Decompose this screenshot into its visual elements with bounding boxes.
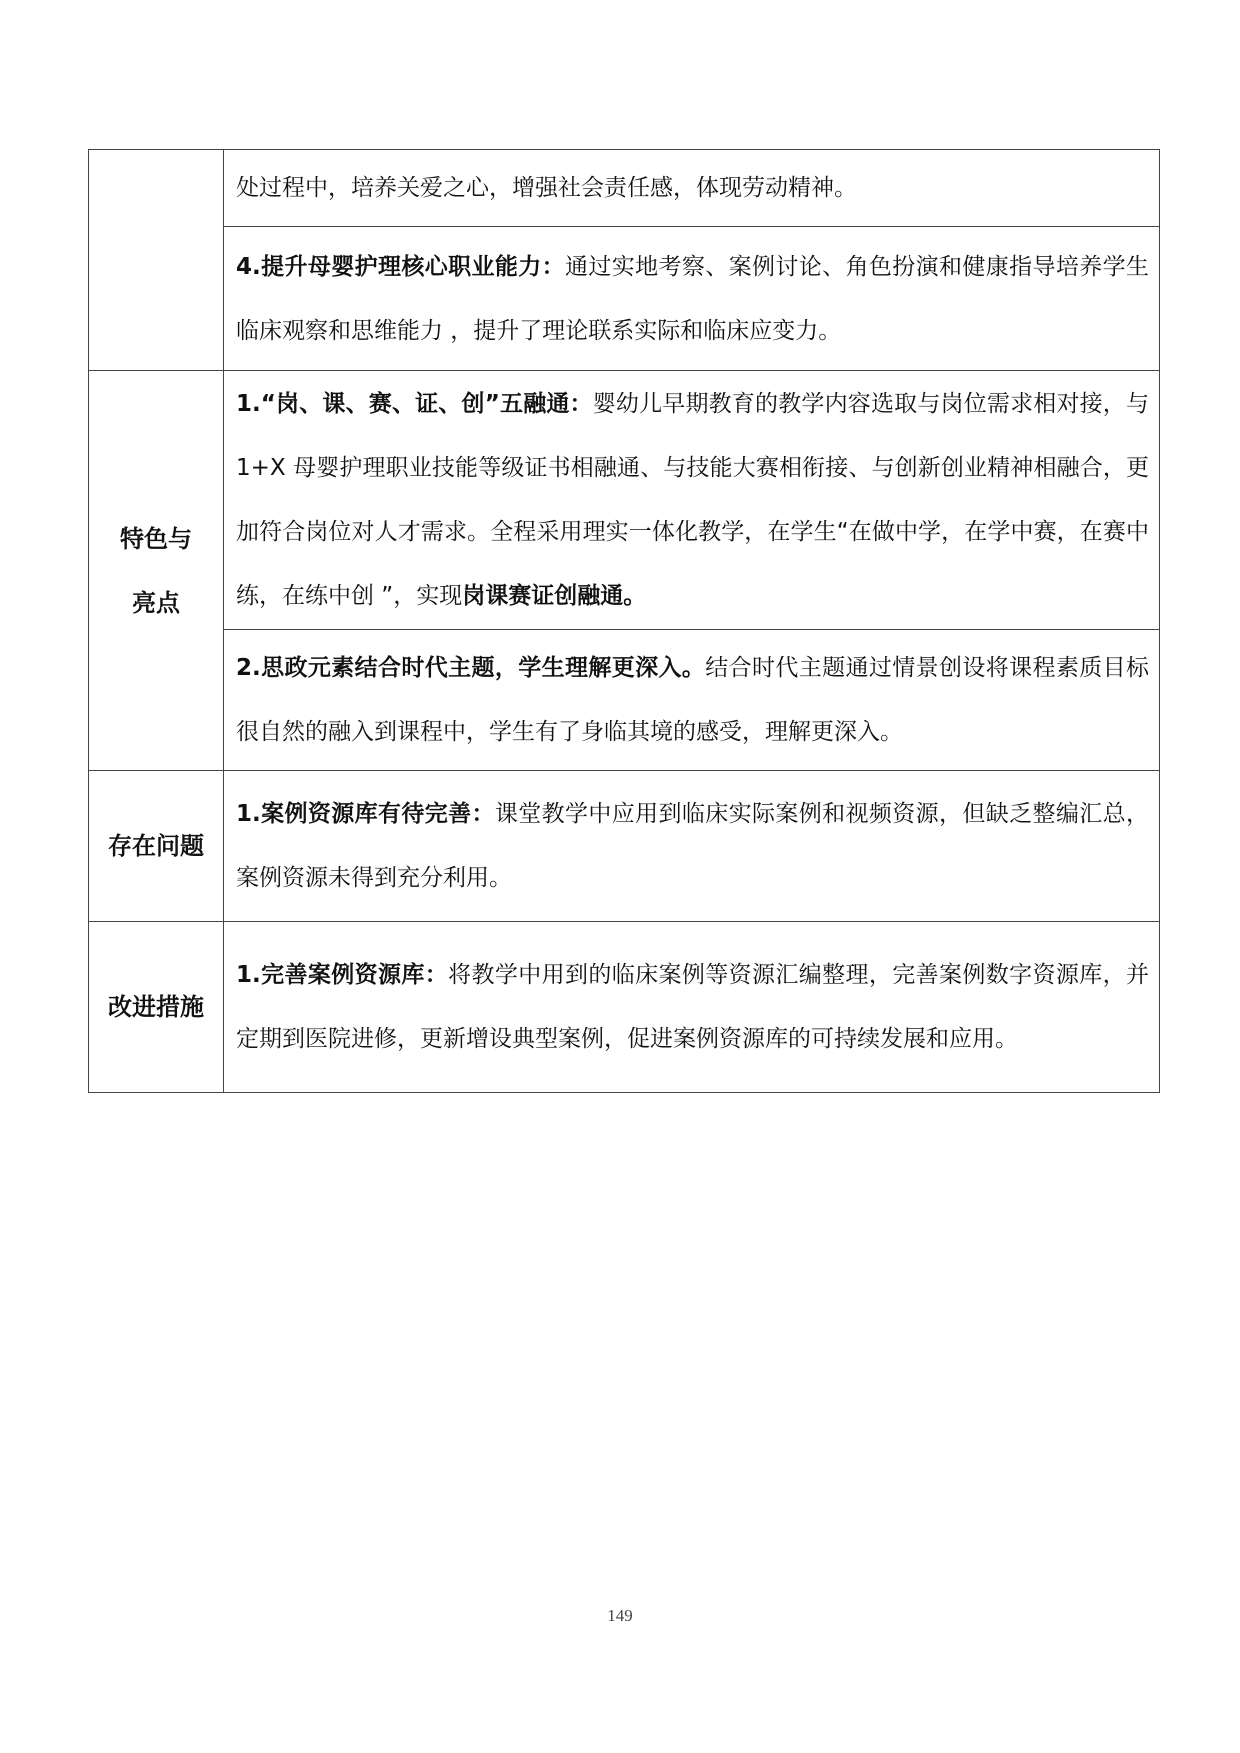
content-cell: [224, 630, 1160, 771]
table-row: [89, 150, 1160, 227]
row-label-features: [89, 371, 224, 771]
table-row: [89, 371, 1160, 630]
page-number: 149: [607, 1606, 633, 1625]
table-row: [89, 771, 1160, 922]
row-label-improvements: 改进措施: [89, 922, 224, 1093]
item-text: 处过程中，培养关爱之心，增强社会责任感，体现劳动精神。: [236, 175, 857, 201]
item-lead: 4.提升母婴护理核心职业能力：: [236, 253, 565, 280]
row-label-line: 特色与: [120, 524, 192, 553]
content-cell: [224, 371, 1160, 630]
content-cell: [224, 227, 1160, 371]
item-text: 婴幼儿早期教育的教学内容选取与岗位需求相对接，与 1+X 母婴护理职业技能等级证书相融通、与技能大赛相衔接、与创新创业精神相融合，更加符合岗位对人才需求。全程采用理实一体化教学，在学生“在做中学，在学中赛，在赛中练，在练中创 ”，实现: [236, 391, 1149, 609]
item-lead: 1.“岗、课、赛、证、创”五融通：: [236, 391, 593, 417]
row-label-line: 亮点: [132, 588, 180, 617]
item-text: 将教学中用到的临床案例等资源汇编整理，完善案例数字资源库，并定期到医院进修，更新增设典型案例，促进案例资源库的可持续发展和应用。: [236, 962, 1149, 1052]
item-lead: 1.完善案例资源库：: [236, 962, 449, 988]
row-label-problems: 存在问题: [89, 771, 224, 922]
item-text: 通过实地考察、案例讨论、角色扮演和健康指导培养学生临床观察和思维能力 ，提升了理论联系实际和临床应变力。: [236, 253, 1149, 344]
table-row: [89, 227, 1160, 371]
item-tail-bold: 岗课赛证创融通。: [462, 583, 647, 609]
report-table: [88, 149, 1160, 1093]
item-lead: 1.案例资源库有待完善：: [236, 801, 495, 827]
item-lead: 2.思政元素结合时代主题，学生理解更深入。: [236, 655, 706, 681]
content-cell: [224, 922, 1160, 1093]
table-row: [89, 922, 1160, 1093]
content-cell: [224, 150, 1160, 227]
item-text: 结合时代主题通过情景创设将课程素质目标很自然的融入到课程中，学生有了身临其境的感受，理解更深入。: [236, 655, 1149, 745]
table-row: [89, 630, 1160, 771]
row-label-empty: [89, 150, 224, 371]
item-text: 课堂教学中应用到临床实际案例和视频资源，但缺乏整编汇总，案例资源未得到充分利用。: [236, 801, 1149, 891]
content-cell: [224, 771, 1160, 922]
